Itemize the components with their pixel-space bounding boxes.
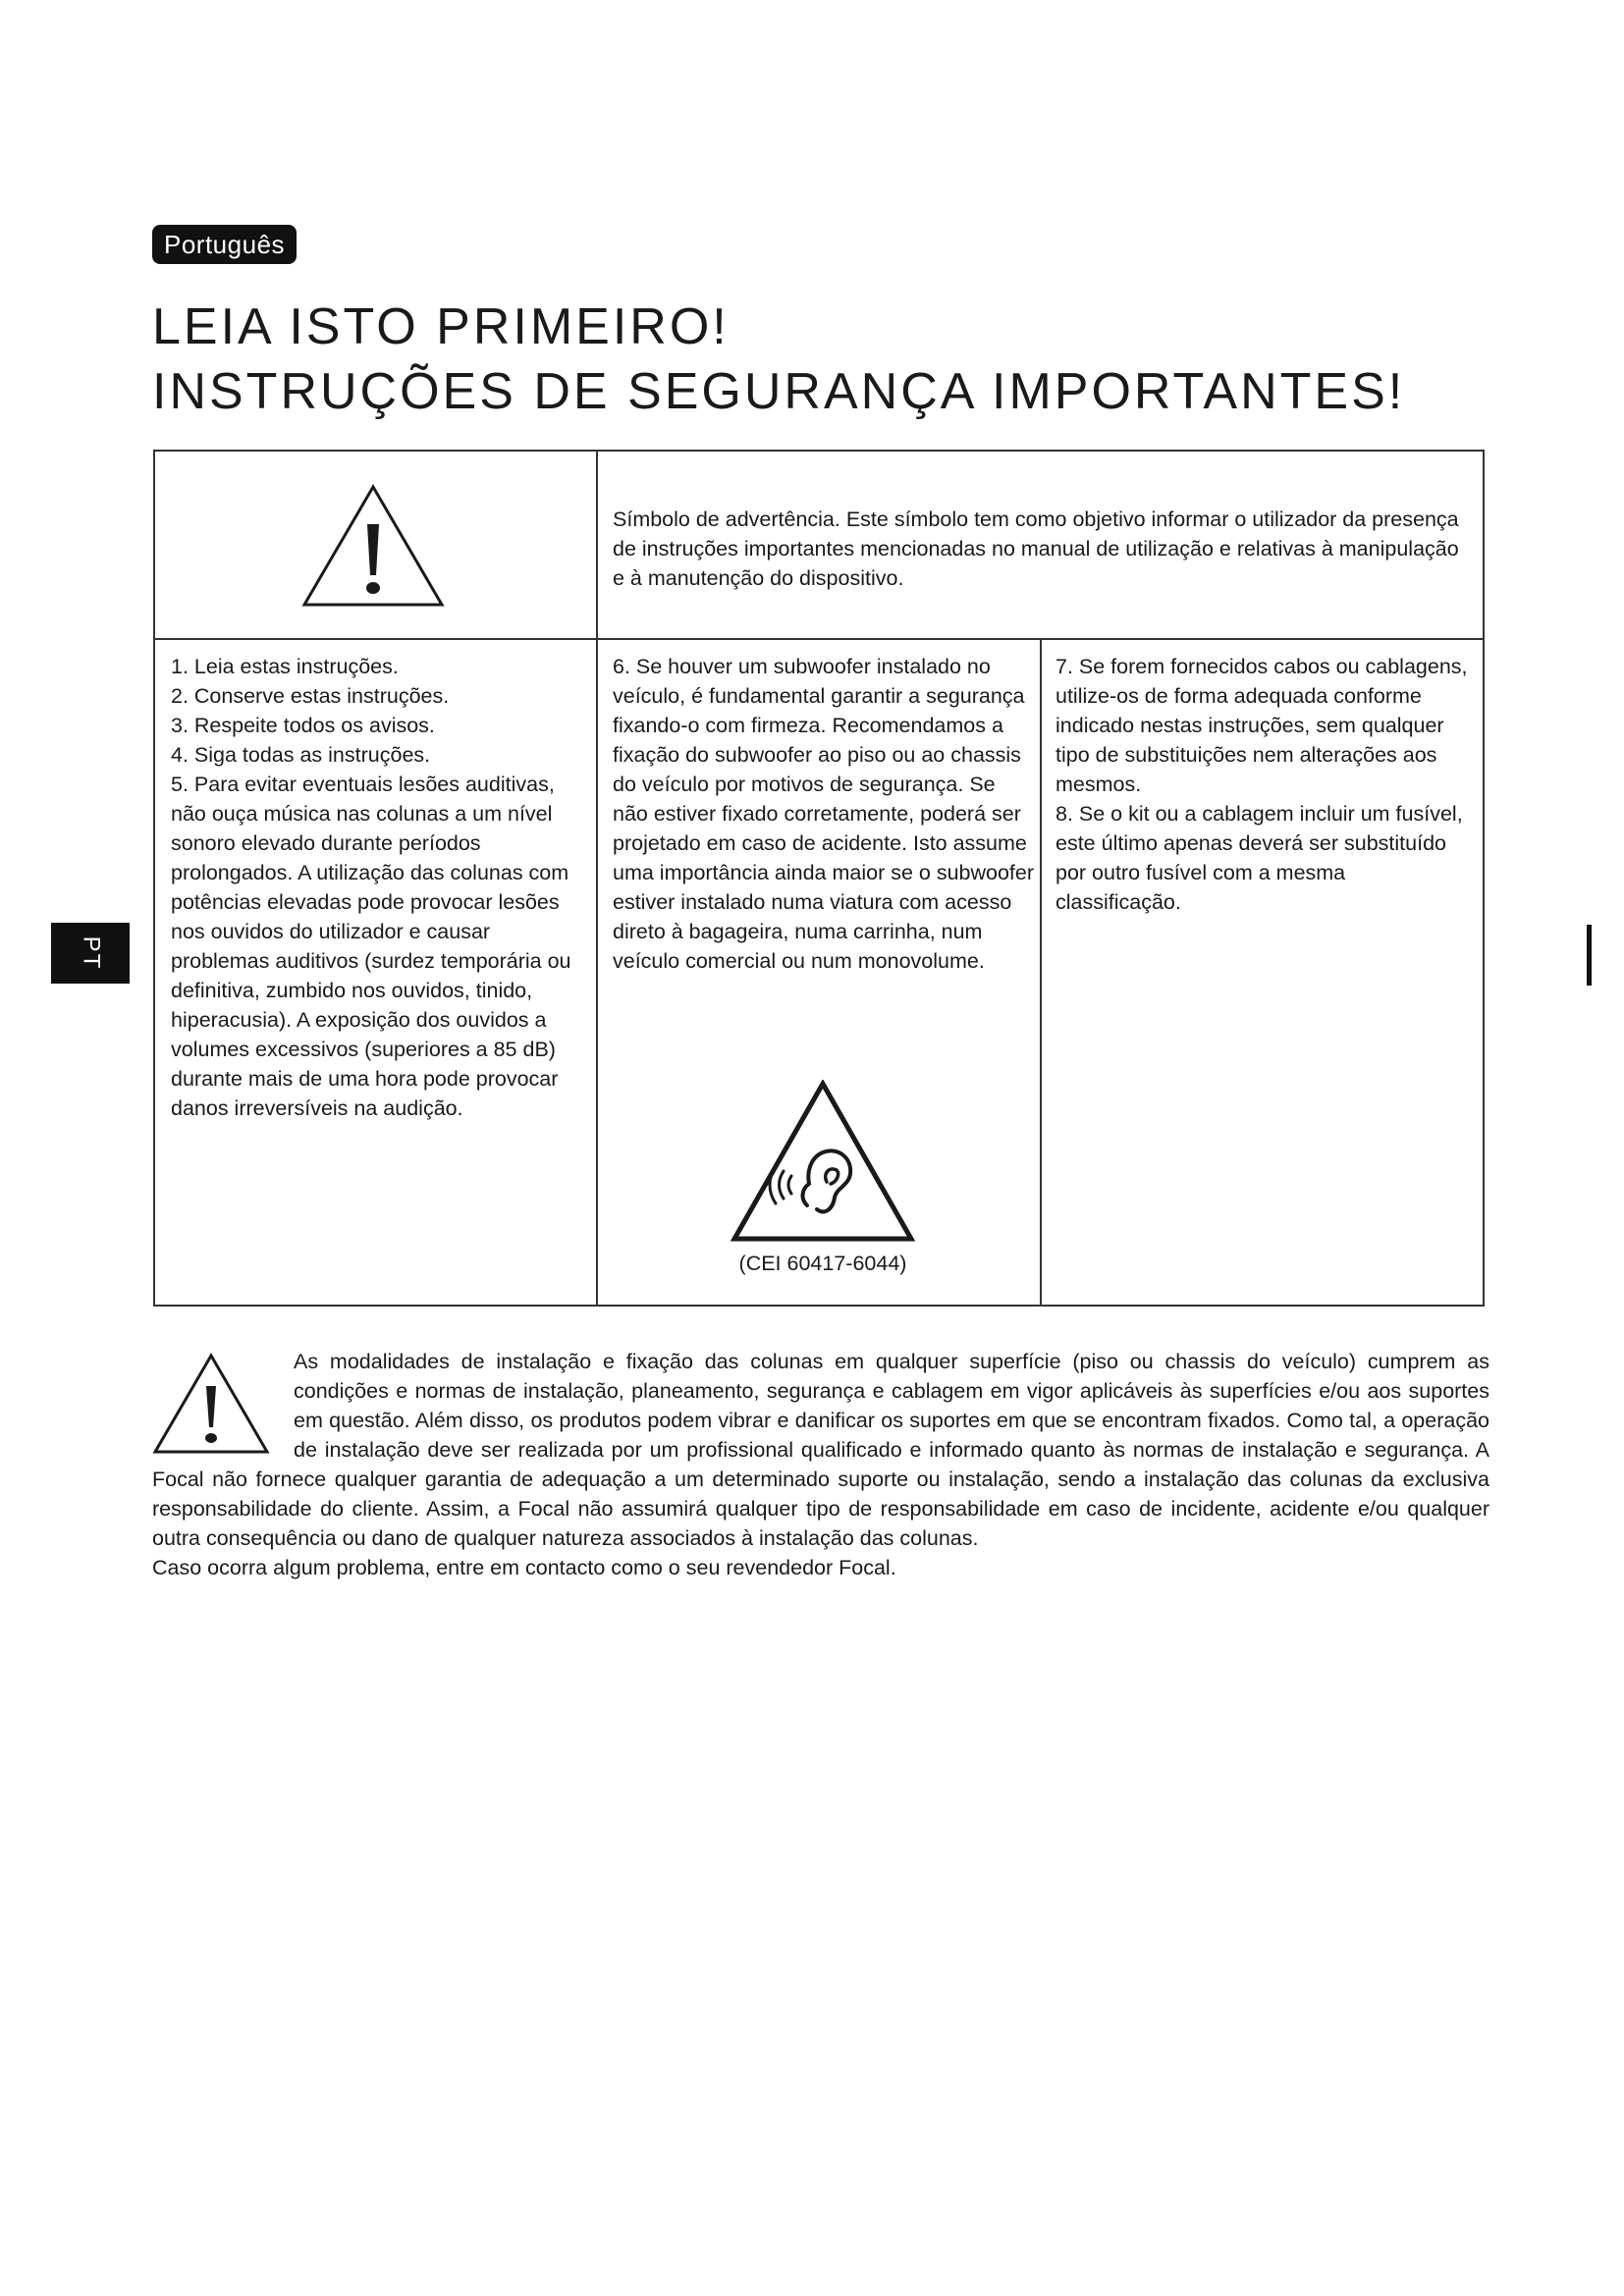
instruction-4: 4. Siga todas as instruções. — [171, 743, 431, 767]
instruction-7: 7. Se forem fornecidos cabos ou cablagens, utilize-os de forma adequada conforme indicado nestas instruções, sem qualquer tipo de substituições nem alterações aos mesmos. — [1056, 655, 1468, 796]
hearing-standard-caption: (CEI 60417-6044) — [738, 1252, 907, 1275]
table-divider-horizontal — [155, 638, 1483, 640]
title-line-2: INSTRUÇÕES DE SEGURANÇA IMPORTANTES! — [152, 363, 1406, 420]
page-edge-marker — [1587, 925, 1592, 986]
language-badge: Português — [152, 225, 297, 264]
instruction-2: 2. Conserve estas instruções. — [171, 684, 450, 708]
installation-notice — [152, 1347, 1489, 1582]
safety-table — [153, 450, 1485, 1307]
table-divider-vertical-1 — [596, 452, 598, 1305]
instruction-1: 1. Leia estas instruções. — [171, 655, 399, 678]
side-tab-label: PT — [77, 935, 104, 971]
instructions-column-3 — [1056, 652, 1473, 917]
title-line-1: LEIA ISTO PRIMEIRO! — [152, 298, 730, 355]
warning-symbol-description: Símbolo de advertência. Este símbolo tem como objetivo informar o utilizador da presença de instruções importantes mencionadas no manual de utilização e relativas à manipulação e à manutenção do dispositivo. — [613, 507, 1459, 590]
table-divider-vertical-2 — [1040, 638, 1042, 1305]
warning-triangle-icon — [300, 483, 446, 609]
page-title — [152, 294, 1405, 424]
instructions-column-1 — [171, 652, 591, 1123]
instruction-8: 8. Se o kit ou a cablagem incluir um fusível, este último apenas deverá ser substituído por outro fusível com a mesma classificação. — [1056, 802, 1463, 914]
instruction-5: 5. Para evitar eventuais lesões auditivas, não ouça música nas colunas a um nível sonoro elevado durante períodos prolongados. A utilização das colunas com potências elevadas pode provocar lesões nos ouvidos do utilizador e causar problemas auditivos (surdez temporária ou definitiva, zumbido nos ouvidos, tinido, hiperacusia). A exposição dos ouvidos a volumes excessivos (superiores a 85 dB) durante mais de uma hora pode provocar danos irreversíveis na audição. — [171, 773, 571, 1120]
instructions-column-2 — [613, 652, 1035, 976]
instruction-3: 3. Respeite todos os avisos. — [171, 714, 435, 737]
contact-dealer-text: Caso ocorra algum problema, entre em contacto como o seu revendedor Focal. — [152, 1556, 896, 1579]
warning-triangle-icon — [152, 1353, 270, 1461]
instruction-6: 6. Se houver um subwoofer instalado no veículo, é fundamental garantir a segurança fixando-o com firmeza. Recomendamos a fixação do subwoofer ao piso ou ao chassis do veículo por motivos de segurança. Se não estiver fixado corretamente, poderá ser projetado em caso de acidente. Isto assume uma importância ainda maior se o subwoofer estiver instalado numa viatura com acesso direto à bagageira, numa carrinha, num veículo comercial ou num monovolume. — [613, 655, 1035, 973]
language-side-tab — [51, 923, 130, 984]
installation-notice-paragraph: As modalidades de instalação e fixação das colunas em qualquer superfície (piso ou chassis do veículo) cumprem as condições e normas de instalação, planeamento, segurança e cablagem em vigor aplicáveis às superfícies e/ou aos suportes em questão. Além disso, os produtos podem vibrar e danificar os suportes em que se encontram fixados. Como tal, a operação de instalação deve ser realizada por um profissional qualificado e informado quanto às normas de instalação e segurança. A Focal não fornece qualquer garantia de adequação a um determinado suporte ou instalação, sendo a instalação das colunas da exclusiva responsabilidade do cliente. Assim, a Focal não assumirá qualquer tipo de responsabilidade em caso de incidente, acidente e/ou qualquer outra consequência ou dano de qualquer natureza associados à instalação das colunas. — [152, 1350, 1489, 1550]
hearing-warning-icon — [731, 1080, 915, 1243]
